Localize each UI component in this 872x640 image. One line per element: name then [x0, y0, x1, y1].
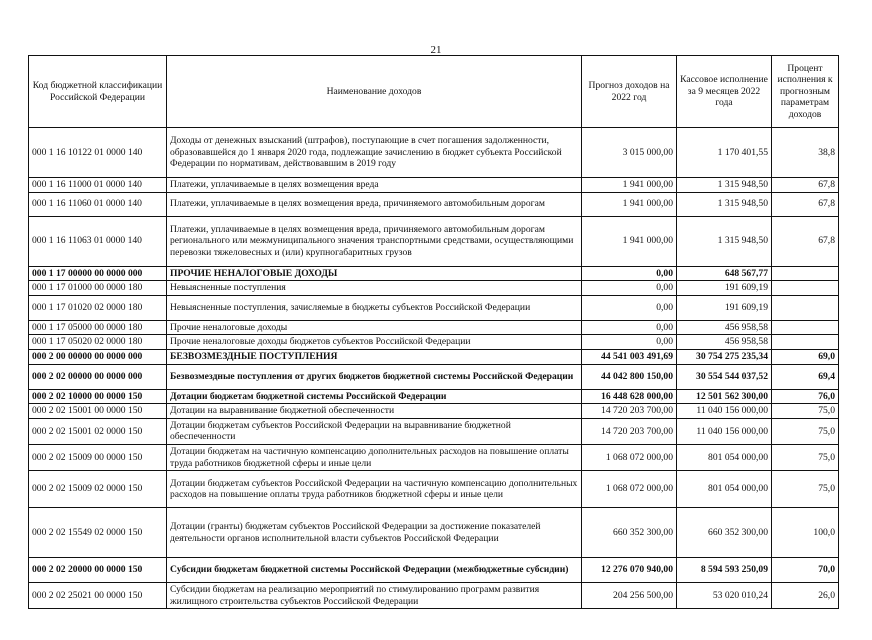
page-number: 21: [430, 44, 442, 56]
cell-forecast: 204 256 500,00: [582, 583, 677, 609]
table-row: [29, 335, 839, 350]
table-row: [29, 192, 839, 216]
cell-percent: [772, 295, 839, 320]
header-execution: Кассовое исполнение за 9 месяцев 2022 года: [677, 56, 772, 128]
cell-forecast: 1 941 000,00: [582, 178, 677, 193]
table-row: [29, 178, 839, 193]
cell-percent: 67,8: [772, 216, 839, 266]
cell-code: 000 2 02 15549 02 0000 150: [29, 508, 167, 558]
cell-percent: 75,0: [772, 444, 839, 470]
cell-execution: 12 501 562 300,00: [677, 389, 772, 404]
cell-execution: 660 352 300,00: [677, 508, 772, 558]
cell-name: Невыясненные поступления, зачисляемые в бюджеты субъектов Российской Федерации: [167, 295, 582, 320]
cell-forecast: 3 015 000,00: [582, 128, 677, 178]
cell-name: Дотации бюджетам субъектов Российской Федерации на выравнивание бюджетной обеспеченности: [167, 418, 582, 444]
cell-name: Дотации на выравнивание бюджетной обеспеченности: [167, 404, 582, 419]
cell-percent: 100,0: [772, 508, 839, 558]
cell-name: ПРОЧИЕ НЕНАЛОГОВЫЕ ДОХОДЫ: [167, 266, 582, 281]
table-header-row: [29, 56, 839, 128]
table-row: [29, 418, 839, 444]
header-name: Наименование доходов: [167, 56, 582, 128]
cell-code: 000 2 02 15009 02 0000 150: [29, 471, 167, 508]
cell-percent: [772, 320, 839, 335]
cell-name: Платежи, уплачиваемые в целях возмещения вреда: [167, 178, 582, 193]
cell-execution: 11 040 156 000,00: [677, 404, 772, 419]
cell-percent: 69,4: [772, 364, 839, 389]
cell-forecast: 16 448 628 000,00: [582, 389, 677, 404]
cell-execution: 53 020 010,24: [677, 583, 772, 609]
cell-code: 000 2 02 10000 00 0000 150: [29, 389, 167, 404]
cell-execution: 30 754 275 235,34: [677, 349, 772, 364]
cell-percent: 75,0: [772, 471, 839, 508]
cell-forecast: 44 042 800 150,00: [582, 364, 677, 389]
cell-forecast: 0,00: [582, 295, 677, 320]
table-row: [29, 444, 839, 470]
cell-code: 000 2 00 00000 00 0000 000: [29, 349, 167, 364]
cell-forecast: 0,00: [582, 335, 677, 350]
cell-code: 000 1 16 10122 01 0000 140: [29, 128, 167, 178]
cell-code: 000 1 17 05000 00 0000 180: [29, 320, 167, 335]
cell-forecast: 0,00: [582, 266, 677, 281]
table-row: [29, 471, 839, 508]
cell-forecast: 44 541 003 491,69: [582, 349, 677, 364]
cell-name: Субсидии бюджетам бюджетной системы Российской Федерации (межбюджетные субсидии): [167, 558, 582, 583]
cell-execution: 191 609,19: [677, 295, 772, 320]
cell-code: 000 1 16 11060 01 0000 140: [29, 192, 167, 216]
cell-name: Платежи, уплачиваемые в целях возмещения вреда, причиняемого автомобильным дорогам: [167, 192, 582, 216]
header-code: Код бюджетной классификации Российской Федерации: [29, 56, 167, 128]
cell-percent: 69,0: [772, 349, 839, 364]
cell-code: 000 2 02 15001 00 0000 150: [29, 404, 167, 419]
cell-code: 000 1 17 01020 02 0000 180: [29, 295, 167, 320]
cell-code: 000 2 02 15009 00 0000 150: [29, 444, 167, 470]
cell-name: Прочие неналоговые доходы: [167, 320, 582, 335]
cell-code: 000 2 02 00000 00 0000 000: [29, 364, 167, 389]
cell-percent: 70,0: [772, 558, 839, 583]
cell-execution: 1 170 401,55: [677, 128, 772, 178]
cell-code: 000 1 16 11063 01 0000 140: [29, 216, 167, 266]
cell-execution: 1 315 948,50: [677, 192, 772, 216]
cell-forecast: 0,00: [582, 320, 677, 335]
cell-forecast: 660 352 300,00: [582, 508, 677, 558]
table-row: [29, 295, 839, 320]
table-row: [29, 216, 839, 266]
cell-code: 000 1 17 00000 00 0000 000: [29, 266, 167, 281]
cell-name: Дотации (гранты) бюджетам субъектов Российской Федерации за достижение показателей деятельности органов исполнительной власти субъектов Российской Федерации: [167, 508, 582, 558]
cell-forecast: 1 068 072 000,00: [582, 471, 677, 508]
cell-forecast: 1 941 000,00: [582, 216, 677, 266]
cell-code: 000 1 17 05020 02 0000 180: [29, 335, 167, 350]
table-row: [29, 281, 839, 296]
cell-name: Дотации бюджетам на частичную компенсацию дополнительных расходов на повышение оплаты труда работников бюджетной сферы и иные цели: [167, 444, 582, 470]
table-row: [29, 404, 839, 419]
cell-name: Дотации бюджетам субъектов Российской Федерации на частичную компенсацию дополнительных расходов на повышение оплаты труда работников бюджетной сферы и иные цели: [167, 471, 582, 508]
cell-percent: 76,0: [772, 389, 839, 404]
cell-execution: 8 594 593 250,09: [677, 558, 772, 583]
cell-name: Платежи, уплачиваемые в целях возмещения вреда, причиняемого автомобильным дорогам регионального или межмуниципального значения транспортными средствами, осуществляющими перевозки тяжеловесных и (или) крупногабаритных грузов: [167, 216, 582, 266]
cell-forecast: 1 068 072 000,00: [582, 444, 677, 470]
cell-execution: 456 958,58: [677, 335, 772, 350]
revenue-table: [28, 55, 839, 609]
table-row: [29, 128, 839, 178]
cell-execution: 801 054 000,00: [677, 444, 772, 470]
cell-code: 000 2 02 25021 00 0000 150: [29, 583, 167, 609]
cell-percent: [772, 281, 839, 296]
cell-execution: 1 315 948,50: [677, 216, 772, 266]
cell-percent: 38,8: [772, 128, 839, 178]
cell-name: Безвозмездные поступления от других бюджетов бюджетной системы Российской Федерации: [167, 364, 582, 389]
table-row: [29, 508, 839, 558]
cell-execution: 30 554 544 037,52: [677, 364, 772, 389]
table-row: [29, 320, 839, 335]
cell-forecast: 12 276 070 940,00: [582, 558, 677, 583]
header-forecast: Прогноз доходов на 2022 год: [582, 56, 677, 128]
cell-code: 000 2 02 20000 00 0000 150: [29, 558, 167, 583]
table-row: [29, 558, 839, 583]
cell-percent: 75,0: [772, 418, 839, 444]
cell-percent: [772, 266, 839, 281]
cell-execution: 456 958,58: [677, 320, 772, 335]
cell-code: 000 2 02 15001 02 0000 150: [29, 418, 167, 444]
cell-code: 000 1 17 01000 00 0000 180: [29, 281, 167, 296]
cell-name: Субсидии бюджетам на реализацию мероприятий по стимулированию программ развития жилищного строительства субъектов Российской Федерации: [167, 583, 582, 609]
table-row: [29, 364, 839, 389]
cell-name: Невыясненные поступления: [167, 281, 582, 296]
cell-forecast: 0,00: [582, 281, 677, 296]
cell-forecast: 14 720 203 700,00: [582, 418, 677, 444]
table-row: [29, 266, 839, 281]
cell-name: Доходы от денежных взысканий (штрафов), поступающие в счет погашения задолженности, образовавшейся до 1 января 2020 года, подлежащие зачислению в бюджет субъекта Российской Федерации по нормативам, действовавшим в 2019 году: [167, 128, 582, 178]
table-row: [29, 583, 839, 609]
cell-forecast: 14 720 203 700,00: [582, 404, 677, 419]
cell-percent: 67,8: [772, 178, 839, 193]
cell-name: Прочие неналоговые доходы бюджетов субъектов Российской Федерации: [167, 335, 582, 350]
header-percent: Процент исполнения к прогнозным параметрам доходов: [772, 56, 839, 128]
cell-execution: 11 040 156 000,00: [677, 418, 772, 444]
cell-execution: 191 609,19: [677, 281, 772, 296]
table-row: [29, 389, 839, 404]
cell-percent: 67,8: [772, 192, 839, 216]
cell-code: 000 1 16 11000 01 0000 140: [29, 178, 167, 193]
cell-execution: 1 315 948,50: [677, 178, 772, 193]
cell-percent: 75,0: [772, 404, 839, 419]
cell-name: Дотации бюджетам бюджетной системы Российской Федерации: [167, 389, 582, 404]
cell-forecast: 1 941 000,00: [582, 192, 677, 216]
cell-name: БЕЗВОЗМЕЗДНЫЕ ПОСТУПЛЕНИЯ: [167, 349, 582, 364]
cell-percent: 26,0: [772, 583, 839, 609]
cell-execution: 648 567,77: [677, 266, 772, 281]
cell-percent: [772, 335, 839, 350]
cell-execution: 801 054 000,00: [677, 471, 772, 508]
table-row: [29, 349, 839, 364]
